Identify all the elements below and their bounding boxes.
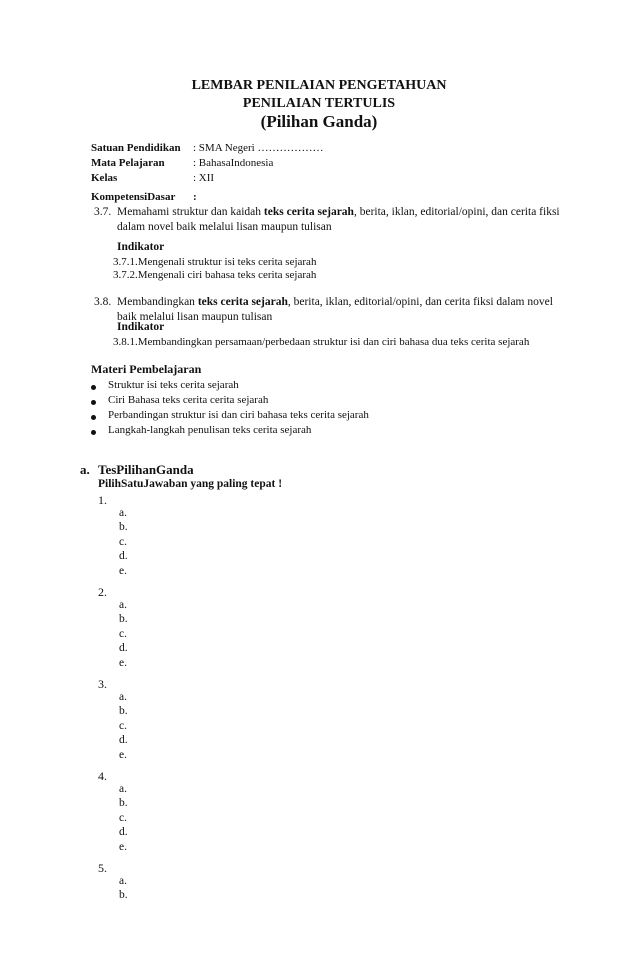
bullet-dot <box>91 415 96 420</box>
question-4-option-a: a. <box>119 783 127 795</box>
kd2-text <box>117 295 567 325</box>
kd-label: KompetensiDasar <box>91 191 176 203</box>
question-2-option-c: c. <box>119 628 127 640</box>
materi-item-2: Ciri Bahasa teks cerita cerita sejarah <box>108 394 269 406</box>
question-2-option-b: b. <box>119 613 128 625</box>
question-3-number: 3. <box>98 677 107 691</box>
question-5-option-a: a. <box>119 875 127 887</box>
kd1-indicator-2: 3.7.2.Mengenali ciri bahasa teks cerita sejarah <box>113 269 317 281</box>
question-1-option-a: a. <box>119 507 127 519</box>
kd2-indicator-1: 3.8.1.Membandingkan persamaan/perbedaan struktur isi dan ciri bahasa dua teks cerita sejarah <box>113 336 530 348</box>
kd-colon: : <box>193 191 197 203</box>
question-3-option-c: c. <box>119 720 127 732</box>
kelas-label: Kelas <box>91 172 118 184</box>
question-4-option-e: e. <box>119 841 127 853</box>
question-2-option-a: a. <box>119 599 127 611</box>
section-a-marker: a. <box>80 462 90 477</box>
kd2-text-bold: teks cerita sejarah <box>197 296 288 308</box>
satuan-value: : SMA Negeri ……………… <box>193 142 324 154</box>
doc-title-line3: (Pilihan Ganda) <box>260 112 378 131</box>
question-3-option-a: a. <box>119 691 127 703</box>
question-3-option-b: b. <box>119 705 128 717</box>
doc-title-line2: PENILAIAN TERTULIS <box>242 96 396 111</box>
question-2-option-d: d. <box>119 642 128 654</box>
question-5-number: 5. <box>98 861 107 875</box>
bullet-dot <box>91 430 96 435</box>
question-1-option-e: e. <box>119 565 127 577</box>
kelas-value: : XII <box>193 172 215 184</box>
kd2-number: 3.8. <box>94 296 112 308</box>
mapel-value: : BahasaIndonesia <box>193 157 274 169</box>
question-2-option-e: e. <box>119 657 127 669</box>
mapel-label: Mata Pelajaran <box>91 157 165 169</box>
bullet-dot <box>91 385 96 390</box>
kd1-text-pre: Memahami struktur dan kaidah <box>117 206 264 218</box>
materi-item-3: Perbandingan struktur isi dan ciri bahasa teks cerita sejarah <box>108 409 369 421</box>
question-1-option-d: d. <box>119 550 128 562</box>
kd1-text-bold: teks cerita sejarah <box>263 206 354 218</box>
bullet-dot <box>91 400 96 405</box>
question-3-option-e: e. <box>119 749 127 761</box>
kd1-text <box>117 205 567 235</box>
kd1-indikator-label: Indikator <box>117 241 165 253</box>
question-4-option-b: b. <box>119 797 128 809</box>
section-a-title: TesPilihanGanda <box>98 462 194 477</box>
question-4-option-c: c. <box>119 812 127 824</box>
materi-item-4: Langkah-langkah penulisan teks cerita sejarah <box>108 424 312 436</box>
question-1-number: 1. <box>98 493 107 507</box>
question-2-number: 2. <box>98 585 107 599</box>
doc-title-line1: LEMBAR PENILAIAN PENGETAHUAN <box>191 78 447 93</box>
materi-title: Materi Pembelajaran <box>91 362 202 376</box>
question-1-option-b: b. <box>119 521 128 533</box>
question-3-option-d: d. <box>119 734 128 746</box>
kd1-text-post: , berita, iklan, editorial/opini, dan cerita fiksi dalam novel baik melalui lisan maupun tulisan <box>117 206 560 233</box>
section-a-instruction: PilihSatuJawaban yang paling tepat ! <box>98 478 283 490</box>
kd2-indikator-label: Indikator <box>117 321 165 333</box>
question-5-option-b: b. <box>119 889 128 901</box>
question-1-option-c: c. <box>119 536 127 548</box>
question-4-option-d: d. <box>119 826 128 838</box>
kd1-indicator-1: 3.7.1.Mengenali struktur isi teks cerita sejarah <box>113 256 317 268</box>
kd2-text-post: , berita, iklan, editorial/opini, dan cerita fiksi dalam novel baik melalui lisan maupun tulisan <box>117 296 553 323</box>
kd1-number: 3.7. <box>94 206 112 218</box>
satuan-label: Satuan Pendidikan <box>91 142 181 154</box>
question-4-number: 4. <box>98 769 107 783</box>
materi-item-1: Struktur isi teks cerita sejarah <box>108 379 239 391</box>
kd2-text-pre: Membandingkan <box>117 296 198 308</box>
